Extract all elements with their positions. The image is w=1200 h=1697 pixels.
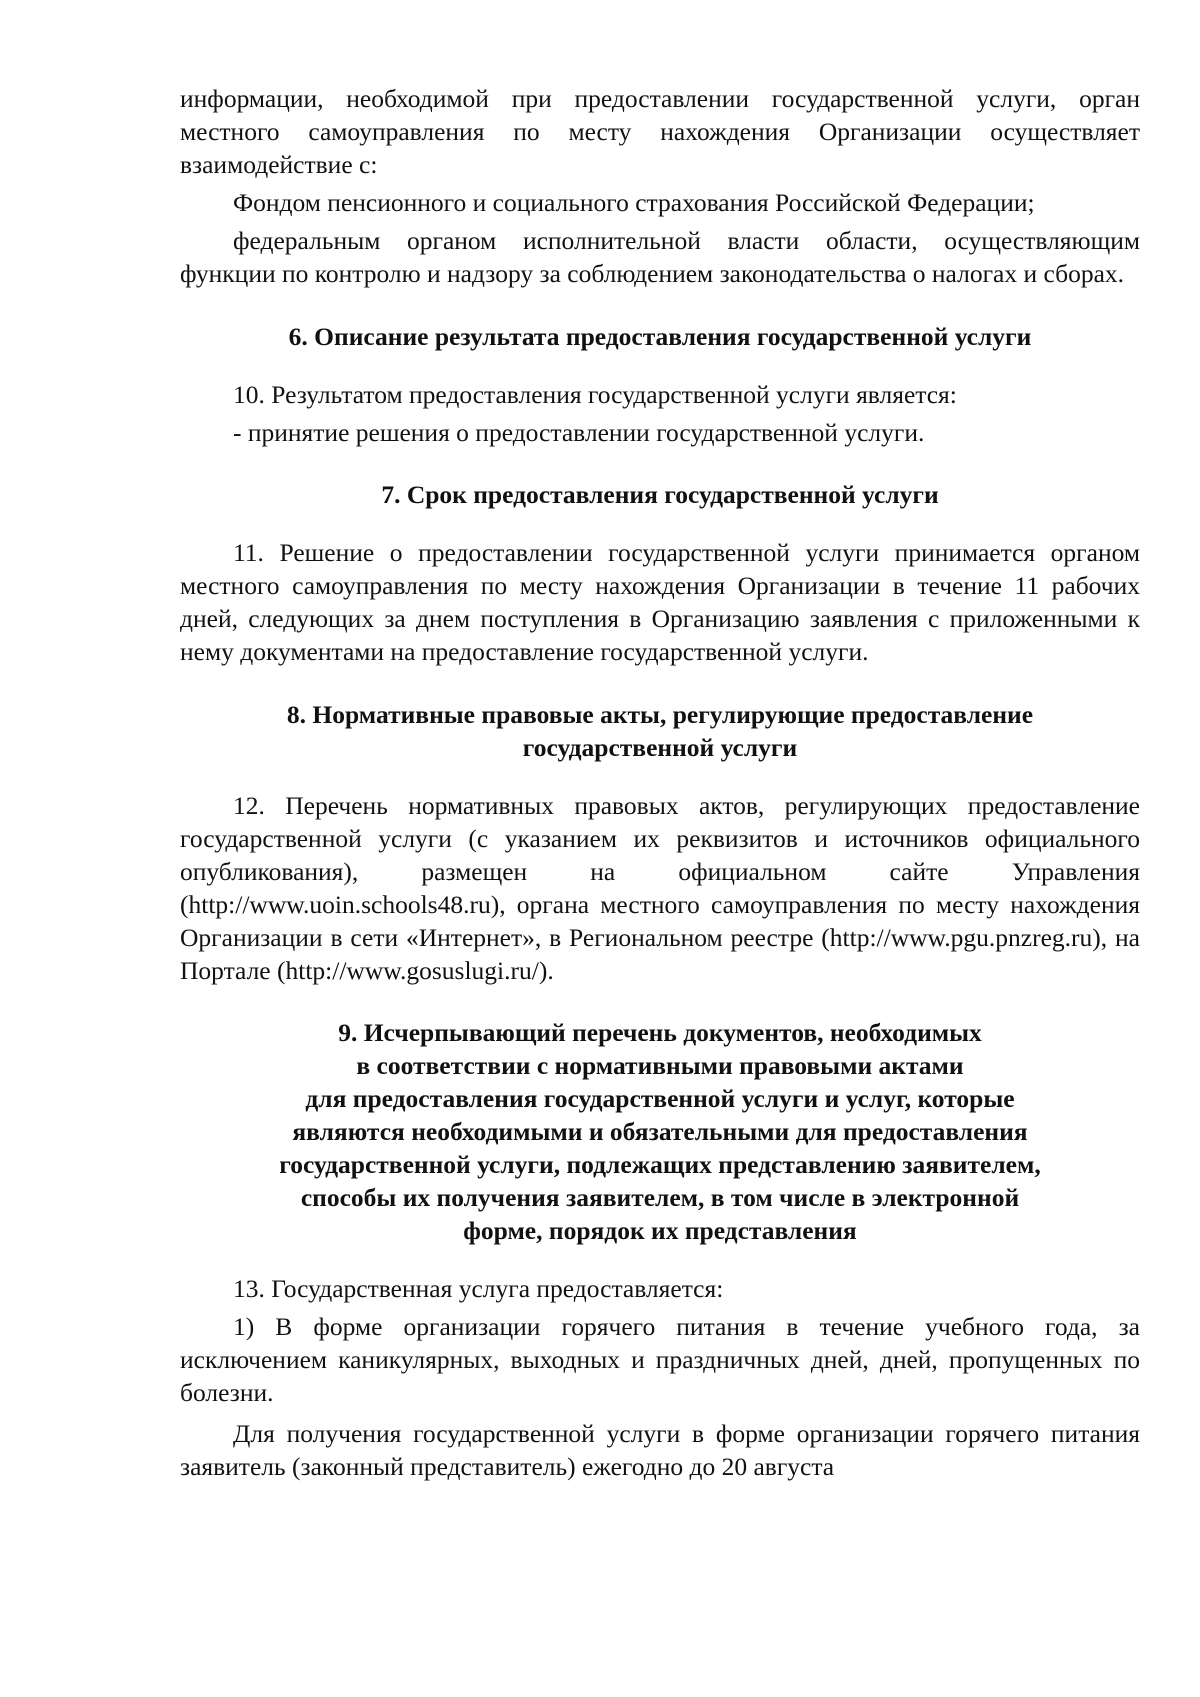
paragraph-hot-meals: 1) В форме организации горячего питания в течение учебного года, за исключением каникулярных, выходных и праздничных дней, дней, пропущенных по болезни. bbox=[180, 1312, 1140, 1407]
document-page bbox=[180, 82, 1140, 1483]
paragraph-interaction-intro: информации, необходимой при предоставлении государственной услуги, орган местного самоуправления по месту нахождения Организации осуществляет взаимодействие с: bbox=[180, 84, 1140, 179]
paragraph-11-term: 11. Решение о предоставлении государственной услуги принимается органом местного самоуправления по месту нахождения Организации в течение 11 рабочих дней, следующих за днем поступления в Организацию заявления с приложенными к нему документами на предоставление государственной услуги. bbox=[180, 538, 1140, 666]
section-9-heading-line: форме, порядок их представления bbox=[463, 1216, 857, 1245]
section-7-heading: 7. Срок предоставления государственной услуги bbox=[381, 480, 939, 509]
section-8-heading bbox=[180, 698, 1140, 764]
paragraph-tax-authority: федеральным органом исполнительной власти области, осуществляющим функции по контролю и надзору за соблюдением законодательства о налогах и сборах. bbox=[180, 226, 1140, 288]
section-9-heading-line: государственной услуги, подлежащих представлению заявителем, bbox=[279, 1150, 1041, 1179]
section-9-heading-line: 9. Исчерпывающий перечень документов, необходимых bbox=[338, 1018, 982, 1047]
section-9-heading-line: для предоставления государственной услуги и услуг, которые bbox=[305, 1084, 1015, 1113]
section-9-heading bbox=[180, 1016, 1140, 1247]
paragraph-13-service-form: 13. Государственная услуга предоставляется: bbox=[233, 1274, 724, 1303]
section-8-heading-line: 8. Нормативные правовые акты, регулирующие предоставление bbox=[286, 700, 1034, 729]
section-8-heading-line: государственной услуги bbox=[522, 733, 798, 762]
paragraph-result-decision: - принятие решения о предоставлении государственной услуги. bbox=[233, 418, 925, 447]
section-6-heading: 6. Описание результата предоставления государственной услуги bbox=[288, 322, 1032, 351]
paragraph-applicant-deadline: Для получения государственной услуги в форме организации горячего питания заявитель (законный представитель) ежегодно до 20 августа bbox=[180, 1419, 1140, 1481]
paragraph-pension-fund: Фондом пенсионного и социального страхования Российской Федерации; bbox=[233, 188, 1035, 217]
section-9-heading-line: являются необходимыми и обязательными для предоставления bbox=[292, 1117, 1028, 1146]
paragraph-10-result: 10. Результатом предоставления государственной услуги является: bbox=[233, 380, 957, 409]
section-9-heading-line: в соответствии с нормативными правовыми актами bbox=[356, 1051, 964, 1080]
paragraph-12-legal-acts: 12. Перечень нормативных правовых актов, регулирующих предоставление государственной услуги (с указанием их реквизитов и источников официального опубликования), размещен на официальном сайте Управления (http://www.uoin.schools48.ru), органа местного самоуправления по месту нахождения Организации в сети «Интернет», в Региональном реестре (http://www.pgu.pnzreg.ru), на Портале (http://www.gosuslugi.ru/). bbox=[180, 791, 1140, 985]
section-9-heading-line: способы их получения заявителем, в том числе в электронной bbox=[300, 1183, 1020, 1212]
